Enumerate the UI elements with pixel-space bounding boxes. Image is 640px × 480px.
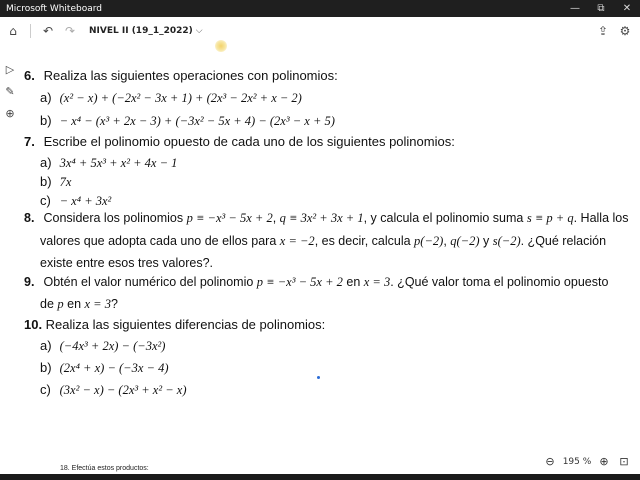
chevron-down-icon: ⌵ (195, 26, 203, 36)
question-7: 7. Escribe el polinomio opuesto de cada uno de los siguientes polinomios: (24, 134, 455, 149)
left-toolbar (0, 58, 20, 124)
add-tool-icon[interactable]: ⊕ (5, 106, 15, 120)
board-name-dropdown[interactable] (89, 26, 203, 36)
redo-icon[interactable]: ↷ (64, 24, 76, 38)
cursor-highlight (215, 40, 227, 52)
question-10b: b) (2x⁴ + x) − (−3x − 4) (40, 360, 169, 375)
fit-to-screen-icon[interactable]: ⊡ (619, 455, 629, 468)
settings-icon[interactable]: ⚙ (619, 24, 631, 38)
close-button[interactable]: ✕ (622, 3, 632, 14)
question-10: 10. Realiza las siguientes diferencias de polinomios: (24, 317, 326, 332)
toolbar (0, 17, 640, 45)
zoom-in-icon[interactable]: ⊕ (599, 455, 609, 468)
question-7a: a) 3x⁴ + 5x³ + x² + 4x − 1 (40, 155, 178, 170)
zoom-out-icon[interactable]: ⊖ (545, 455, 555, 468)
restore-button[interactable]: ⧉ (597, 3, 605, 14)
undo-icon[interactable]: ↶ (42, 24, 54, 38)
taskbar-strip (0, 474, 640, 480)
question-10a: a) (−4x³ + 2x) − (−3x²) (40, 338, 166, 353)
select-tool-icon[interactable]: ▷ (5, 62, 15, 76)
ink-dot (317, 376, 320, 379)
title-bar (0, 0, 640, 17)
question-6a: a) (x² − x) + (−2x² − 3x + 1) + (2x³ − 2x² + x − 2) (40, 90, 302, 105)
question-9-line-2: de p en x = 3? (40, 297, 118, 311)
question-6: 6. Realiza las siguientes operaciones con polinomios: (24, 68, 338, 83)
board-name-label: NIVEL II (19_1_2022) (89, 26, 193, 36)
zoom-controls (540, 455, 634, 468)
next-question-peek: 18. Efectúa estos productos: (60, 465, 149, 472)
pen-tool-icon[interactable]: ✎ (5, 84, 15, 98)
question-7c: c) − x⁴ + 3x² (40, 193, 112, 208)
question-8-line-2: valores que adopta cada uno de ellos para x = −2, es decir, calcula p(−2), q(−2) y s(−2). ¿Qué relación (40, 234, 607, 248)
window-title: Microsoft Whiteboard (6, 3, 102, 14)
minimize-button[interactable]: — (570, 3, 580, 14)
question-8-line-3: existe entre esos tres valores?. (40, 256, 213, 270)
share-icon[interactable]: ⇪ (597, 24, 609, 38)
zoom-level[interactable]: 195 % (562, 456, 592, 467)
question-7b: b) 7x (40, 174, 72, 189)
home-icon[interactable]: ⌂ (9, 24, 17, 38)
question-6b: b) − x⁴ − (x³ + 2x − 3) + (−3x² − 5x + 4) − (2x³ − x + 5) (40, 113, 335, 128)
question-8-line-1: 8. Considera los polinomios p ≡ −x³ − 5x + 2, q ≡ 3x² + 3x + 1, y calcula el polinomio suma s ≡ p + q. Halla los (24, 211, 629, 225)
question-10c: c) (3x² − x) − (2x³ + x² − x) (40, 382, 187, 397)
question-9-line-1: 9. Obtén el valor numérico del polinomio p ≡ −x³ − 5x + 2 en x = 3. ¿Qué valor toma el polinomio opuesto (24, 275, 609, 289)
toolbar-divider (30, 24, 31, 38)
